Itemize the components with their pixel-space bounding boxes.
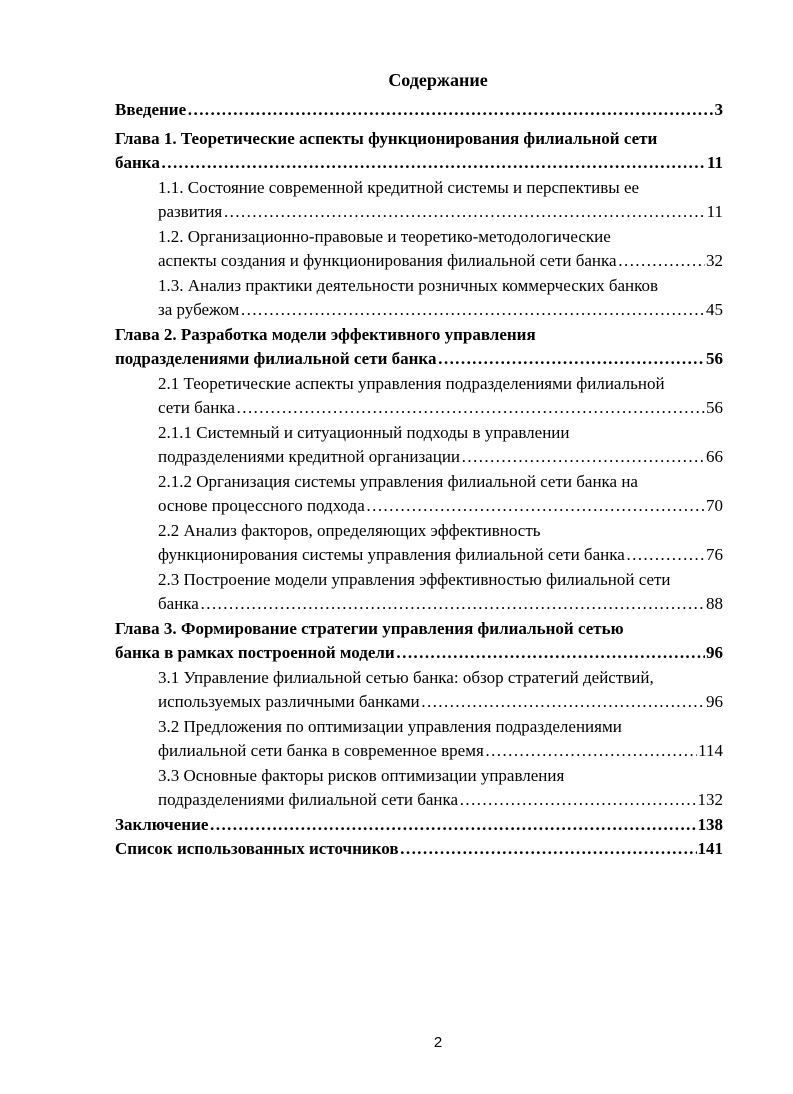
leader-dots [240, 298, 705, 323]
toc-chapter-3-line2[interactable] [115, 641, 723, 666]
leader-dots [366, 494, 705, 519]
toc-entry-introduction[interactable] [115, 98, 723, 123]
toc-entry-text: филиальной сети банка в современное время [158, 741, 484, 760]
leader-dots [236, 396, 705, 421]
leader-dots [223, 200, 705, 225]
toc-entry-text: Заключение [115, 814, 209, 834]
toc-section-3-1-line1[interactable]: 3.1 Управление филиальной сетью банка: обзор стратегий действий, [158, 667, 654, 687]
toc-entry-text: банка в рамках построенной модели [115, 643, 395, 662]
table-of-contents [115, 98, 723, 862]
toc-page-number: 114 [698, 741, 723, 760]
leader-dots [421, 690, 705, 715]
toc-entry-text: банка [115, 153, 160, 172]
leader-dots [459, 788, 696, 813]
leader-dots [187, 98, 713, 123]
toc-section-1-1-line2[interactable] [115, 200, 723, 225]
toc-page-number: 141 [697, 839, 723, 858]
toc-section-1-2-line1[interactable]: 1.2. Организационно-правовые и теоретико-методологические [158, 226, 611, 246]
toc-page-number: 132 [697, 790, 723, 809]
toc-entry-references[interactable] [115, 837, 723, 862]
toc-entry-text: основе процессного подхода [158, 496, 365, 515]
toc-entry-text: Список использованных источников [115, 839, 399, 858]
toc-entry-text: развития [158, 202, 223, 221]
toc-entry-text: сети банка [158, 398, 235, 417]
toc-title: Содержание [388, 70, 488, 90]
toc-page-number: 11 [706, 202, 723, 221]
toc-chapter-1-line1[interactable]: Глава 1. Теоретические аспекты функционирования филиальной сети [115, 128, 658, 148]
toc-entry-conclusion[interactable] [115, 813, 723, 838]
toc-page-number: 11 [706, 153, 723, 172]
toc-page-number: 96 [706, 692, 723, 711]
toc-section-3-1-line2[interactable] [115, 690, 723, 715]
toc-section-2-1-2-line2[interactable] [115, 494, 723, 519]
leader-dots [161, 151, 706, 176]
toc-page-number: 3 [714, 100, 723, 119]
leader-dots [396, 641, 705, 666]
toc-entry-text: Введение [115, 100, 187, 119]
toc-section-2-1-line1[interactable]: 2.1 Теоретические аспекты управления подразделениями филиальной [158, 373, 665, 393]
toc-chapter-1-line2[interactable] [115, 151, 723, 176]
toc-chapter-2-line1[interactable]: Глава 2. Разработка модели эффективного управления [115, 324, 536, 344]
leader-dots [400, 837, 697, 862]
toc-page-number: 138 [697, 814, 723, 834]
toc-section-1-3-line2[interactable] [115, 298, 723, 323]
toc-section-3-3-line1[interactable]: 3.3 Основные факторы рисков оптимизации управления [158, 765, 565, 785]
leader-dots [461, 445, 705, 470]
toc-page-number: 76 [706, 545, 723, 564]
toc-section-2-1-1-line1[interactable]: 2.1.1 Системный и ситуационный подходы в управлении [158, 422, 570, 442]
toc-section-2-1-2-line1[interactable]: 2.1.2 Организация системы управления филиальной сети банка на [158, 471, 638, 491]
toc-entry-text: аспекты создания и функционирования филиальной сети банка [158, 251, 617, 270]
toc-chapter-2-line2[interactable] [115, 347, 723, 372]
leader-dots [485, 739, 697, 764]
toc-section-1-1-line1[interactable]: 1.1. Состояние современной кредитной системы и перспективы ее [158, 177, 640, 197]
toc-page-number: 45 [706, 300, 723, 319]
toc-section-2-3-line1[interactable]: 2.3 Построение модели управления эффективностью филиальной сети [158, 569, 671, 589]
toc-section-1-3-line1[interactable]: 1.3. Анализ практики деятельности розничных коммерческих банков [158, 275, 659, 295]
toc-page-number: 32 [706, 251, 723, 270]
toc-section-2-1-line2[interactable] [115, 396, 723, 421]
toc-page-number: 66 [706, 447, 723, 466]
toc-page-number: 88 [706, 594, 723, 613]
leader-dots [209, 813, 696, 838]
toc-section-1-2-line2[interactable] [115, 249, 723, 274]
toc-entry-text: подразделениями филиальной сети банка [158, 790, 459, 809]
page-number: 2 [433, 1034, 443, 1051]
toc-section-2-1-1-line2[interactable] [115, 445, 723, 470]
leader-dots [626, 543, 705, 568]
toc-entry-text: функционирования системы управления филиальной сети банка [158, 545, 625, 564]
toc-page-number: 70 [706, 496, 723, 515]
leader-dots [200, 592, 705, 617]
leader-dots [618, 249, 705, 274]
toc-entry-text: подразделениями кредитной организации [158, 447, 461, 466]
toc-entry-text: используемых различными банками [158, 692, 420, 711]
toc-section-2-2-line1[interactable]: 2.2 Анализ факторов, определяющих эффективность [158, 520, 541, 540]
leader-dots [437, 347, 705, 372]
toc-entry-text: банка [158, 594, 199, 613]
toc-section-2-2-line2[interactable] [115, 543, 723, 568]
toc-entry-text: за рубежом [158, 300, 240, 319]
toc-page-number: 56 [706, 349, 723, 368]
toc-section-3-2-line1[interactable]: 3.2 Предложения по оптимизации управления подразделениями [158, 716, 622, 736]
toc-page-number: 96 [706, 643, 723, 662]
toc-section-3-3-line2[interactable] [115, 788, 723, 813]
toc-chapter-3-line1[interactable]: Глава 3. Формирование стратегии управления филиальной сетью [115, 618, 624, 638]
toc-section-3-2-line2[interactable] [115, 739, 723, 764]
toc-page-number: 56 [706, 398, 723, 417]
toc-entry-text: подразделениями филиальной сети банка [115, 349, 437, 368]
toc-section-2-3-line2[interactable] [115, 592, 723, 617]
